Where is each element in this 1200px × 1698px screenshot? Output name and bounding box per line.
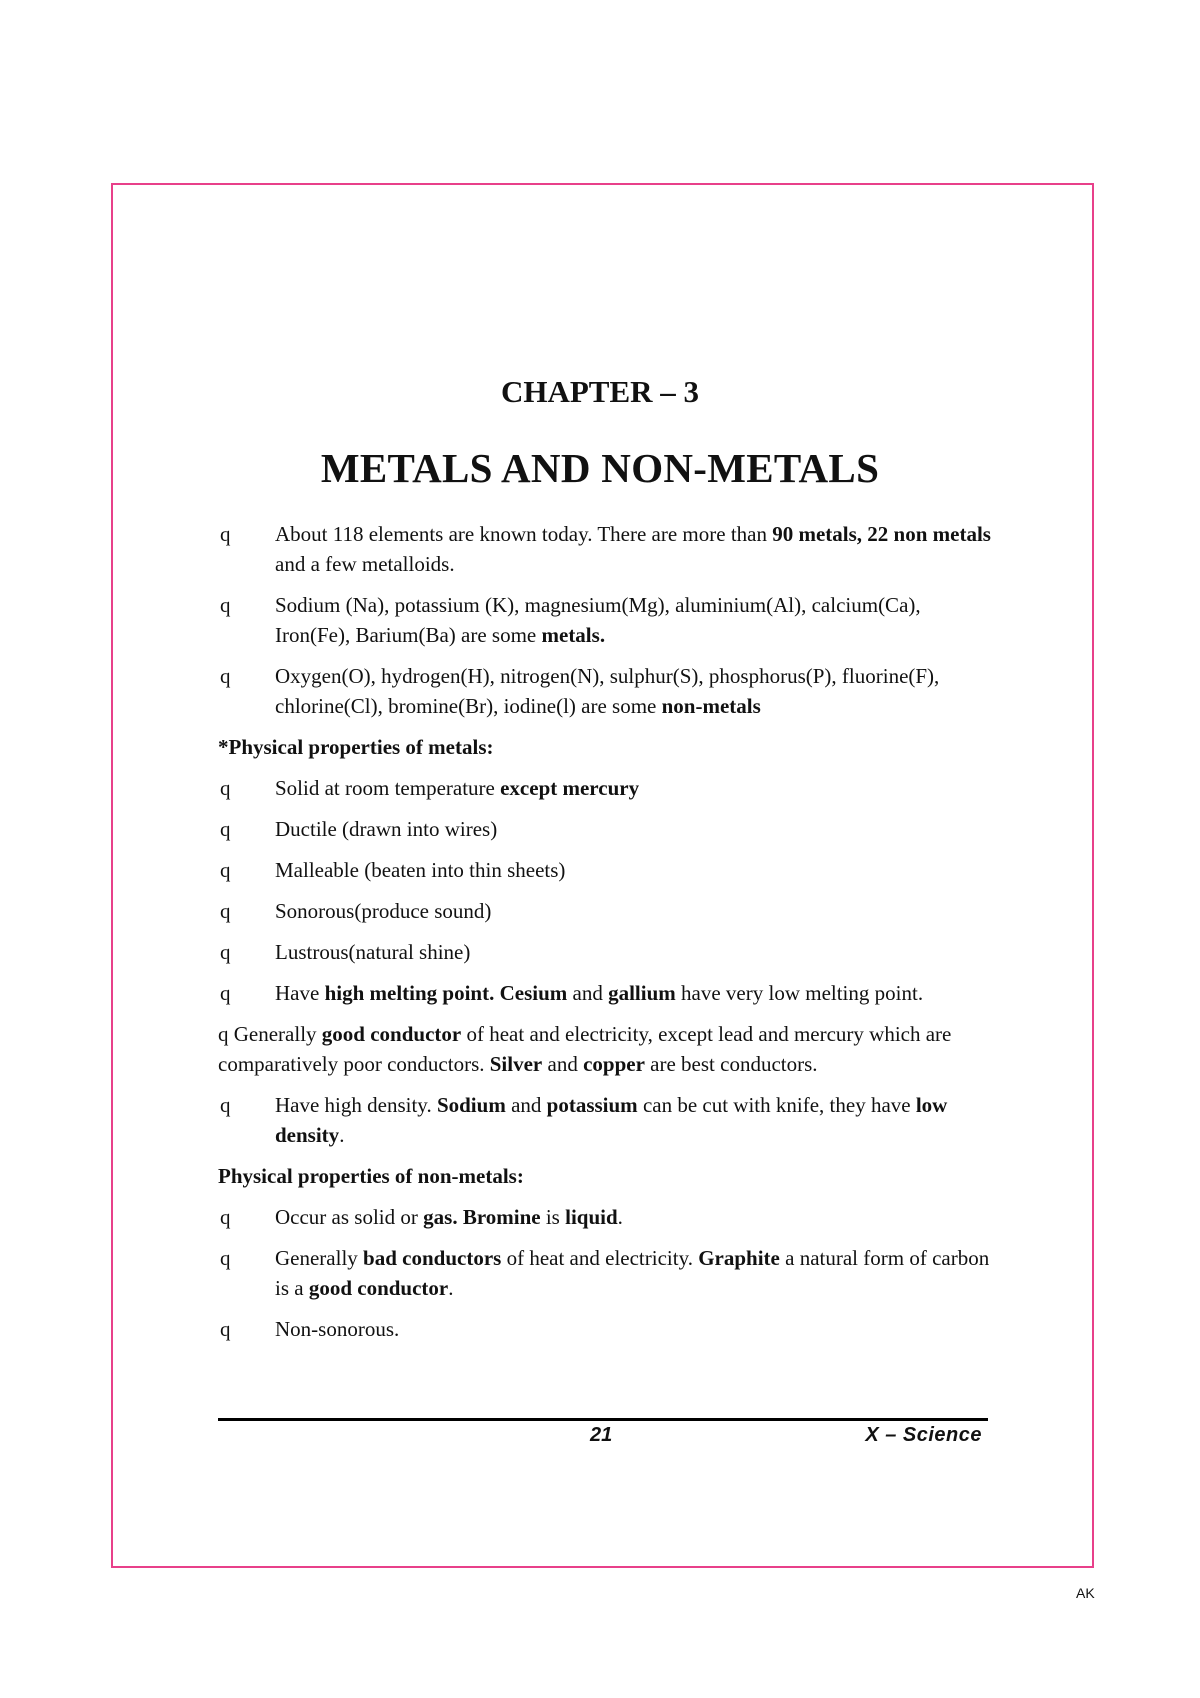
list-item: q Sodium (Na), potassium (K), magnesium(Mg), aluminium(Al), calcium(Ca), Iron(Fe), Barium(Ba) are some metals. — [218, 590, 998, 650]
section-heading-nonmetals: Physical properties of non-metals: — [218, 1164, 524, 1188]
list-item: q About 118 elements are known today. There are more than 90 metals, 22 non metals and a few metalloids. — [218, 519, 998, 579]
bullet-marker: q — [218, 1022, 229, 1046]
bullet-marker: q — [220, 522, 231, 546]
list-item: q Non-sonorous. — [218, 1314, 998, 1344]
list-item: q Generally bad conductors of heat and electricity. Graphite a natural form of carbon is a good conductor. — [218, 1243, 998, 1303]
footer-subject: X – Science — [865, 1424, 982, 1446]
bullet-marker: q — [220, 593, 231, 617]
corner-mark: AK — [1076, 1585, 1095, 1601]
bullet-marker: q — [220, 776, 231, 800]
list-item: q Have high density. Sodium and potassium can be cut with knife, they have low density. — [218, 1090, 998, 1150]
bullet-marker: q — [220, 940, 231, 964]
bullet-marker: q — [220, 858, 231, 882]
chapter-number: CHAPTER – 3 — [500, 374, 700, 409]
chapter-title: METALS AND NON-METALS — [320, 445, 880, 491]
list-item: q Solid at room temperature except mercury — [218, 773, 998, 803]
list-item: q Malleable (beaten into thin sheets) — [218, 855, 998, 885]
list-item: q Ductile (drawn into wires) — [218, 814, 998, 844]
list-item: q Occur as solid or gas. Bromine is liquid. — [218, 1202, 998, 1232]
bullet-marker: q — [220, 1205, 231, 1229]
list-item: q Lustrous(natural shine) — [218, 937, 998, 967]
footer-rule — [218, 1418, 988, 1421]
bullet-marker: q — [220, 1317, 231, 1341]
bullet-marker: q — [220, 1246, 231, 1270]
content-body — [218, 519, 998, 1355]
bullet-marker: q — [220, 664, 231, 688]
list-item: q Oxygen(O), hydrogen(H), nitrogen(N), sulphur(S), phosphorus(P), fluorine(F), chlorine(Cl), bromine(Br), iodine(l) are some non-metals — [218, 661, 998, 721]
bullet-marker: q — [220, 981, 231, 1005]
list-item: q Sonorous(produce sound) — [218, 896, 998, 926]
bullet-marker: q — [220, 899, 231, 923]
section-heading-metals: *Physical properties of metals: — [218, 735, 494, 759]
bullet-marker: q — [220, 1093, 231, 1117]
bullet-marker: q — [220, 817, 231, 841]
list-item: q Have high melting point. Cesium and gallium have very low melting point. — [218, 978, 998, 1008]
page-number: 21 — [590, 1424, 613, 1446]
list-item: q Generally good conductor of heat and electricity, except lead and mercury which are comparatively poor conductors. Silver and copper are best conductors. — [218, 1022, 952, 1076]
